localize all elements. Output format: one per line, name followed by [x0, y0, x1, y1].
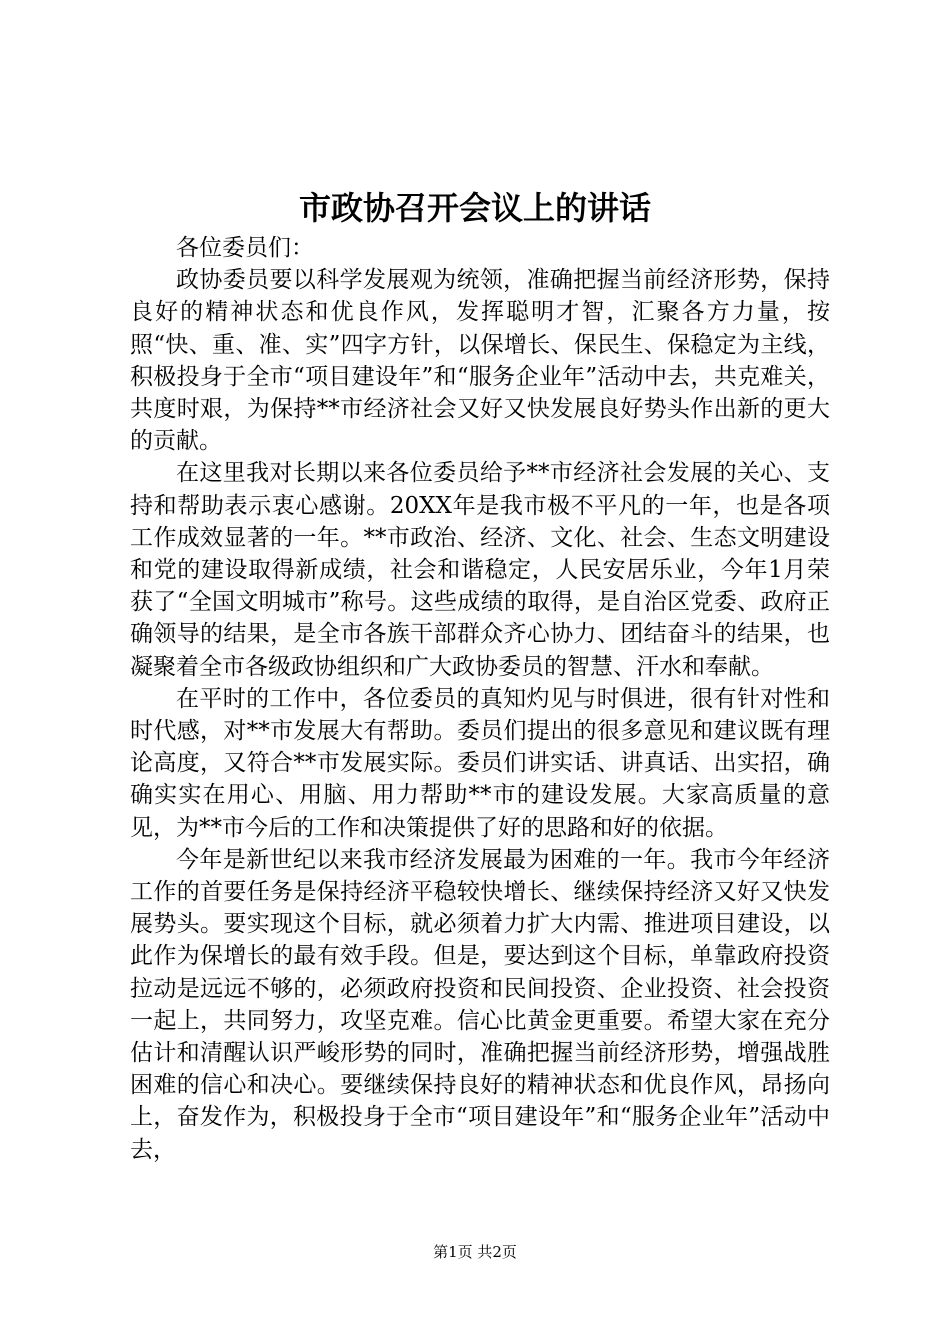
document-title: 市政协召开会议上的讲话 [298, 189, 651, 227]
paragraph-2: 在这里我对长期以来各位委员给予**市经济社会发展的关心、支持和帮助表示衷心感谢。20XX年是我市极不平凡的一年，也是各项工作成效显著的一年。**市政治、经济、文化、社会、生态文明建设和党的建设取得新成绩，社会和谐稳定，人民安居乐业，今年1月荣获了“全国文明城市”称号。这些成绩的取得，是自治区党委、政府正确领导的结果，是全市各族干部群众齐心协力、团结奋斗的结果，也凝聚着全市各级政协组织和广大政协委员的智慧、汗水和奉献。 [130, 460, 830, 680]
paragraph-1: 政协委员要以科学发展观为统领，准确把握当前经济形势，保持良好的精神状态和优良作风，发挥聪明才智，汇聚各方力量，按照“快、重、准、实”四字方针，以保增长、保民生、保稳定为主线，积极投身于全市“项目建设年”和“服务企业年”活动中去，共克难关，共度时艰，为保持**市经济社会又好又快发展良好势头作出新的更大的贡献。 [130, 267, 830, 455]
greeting: 各位委员们： [176, 235, 314, 261]
paragraph-4: 今年是新世纪以来我市经济发展最为困难的一年。我市今年经济工作的首要任务是保持经济平稳较快增长、继续保持经济又好又快发展势头。要实现这个目标，就必须着力扩大内需、推进项目建设，以此作为保增长的最有效手段。但是，要达到这个目标，单靠政府投资拉动是远远不够的，必须政府投资和民间投资、企业投资、社会投资一起上，共同努力，攻坚克难。信心比黄金更重要。希望大家在充分估计和清醒认识严峻形势的同时，准确把握当前经济形势，增强战胜困难的信心和决心。要继续保持良好的精神状态和优良作风，昂扬向上，奋发作为，积极投身于全市“项目建设年”和“服务企业年”活动中去， [130, 846, 830, 1163]
document-body [130, 232, 830, 1166]
page-footer: 第1页 共2页 [433, 1243, 517, 1261]
paragraph-3: 在平时的工作中，各位委员的真知灼见与时俱进，很有针对性和时代感，对**市发展大有帮助。委员们提出的很多意见和建议既有理论高度，又符合**市发展实际。委员们讲实话、讲真话、出实招，确确实实在用心、用脑、用力帮助**市的建设发展。大家高质量的意见，为**市今后的工作和决策提供了好的思路和好的依据。 [130, 685, 830, 841]
